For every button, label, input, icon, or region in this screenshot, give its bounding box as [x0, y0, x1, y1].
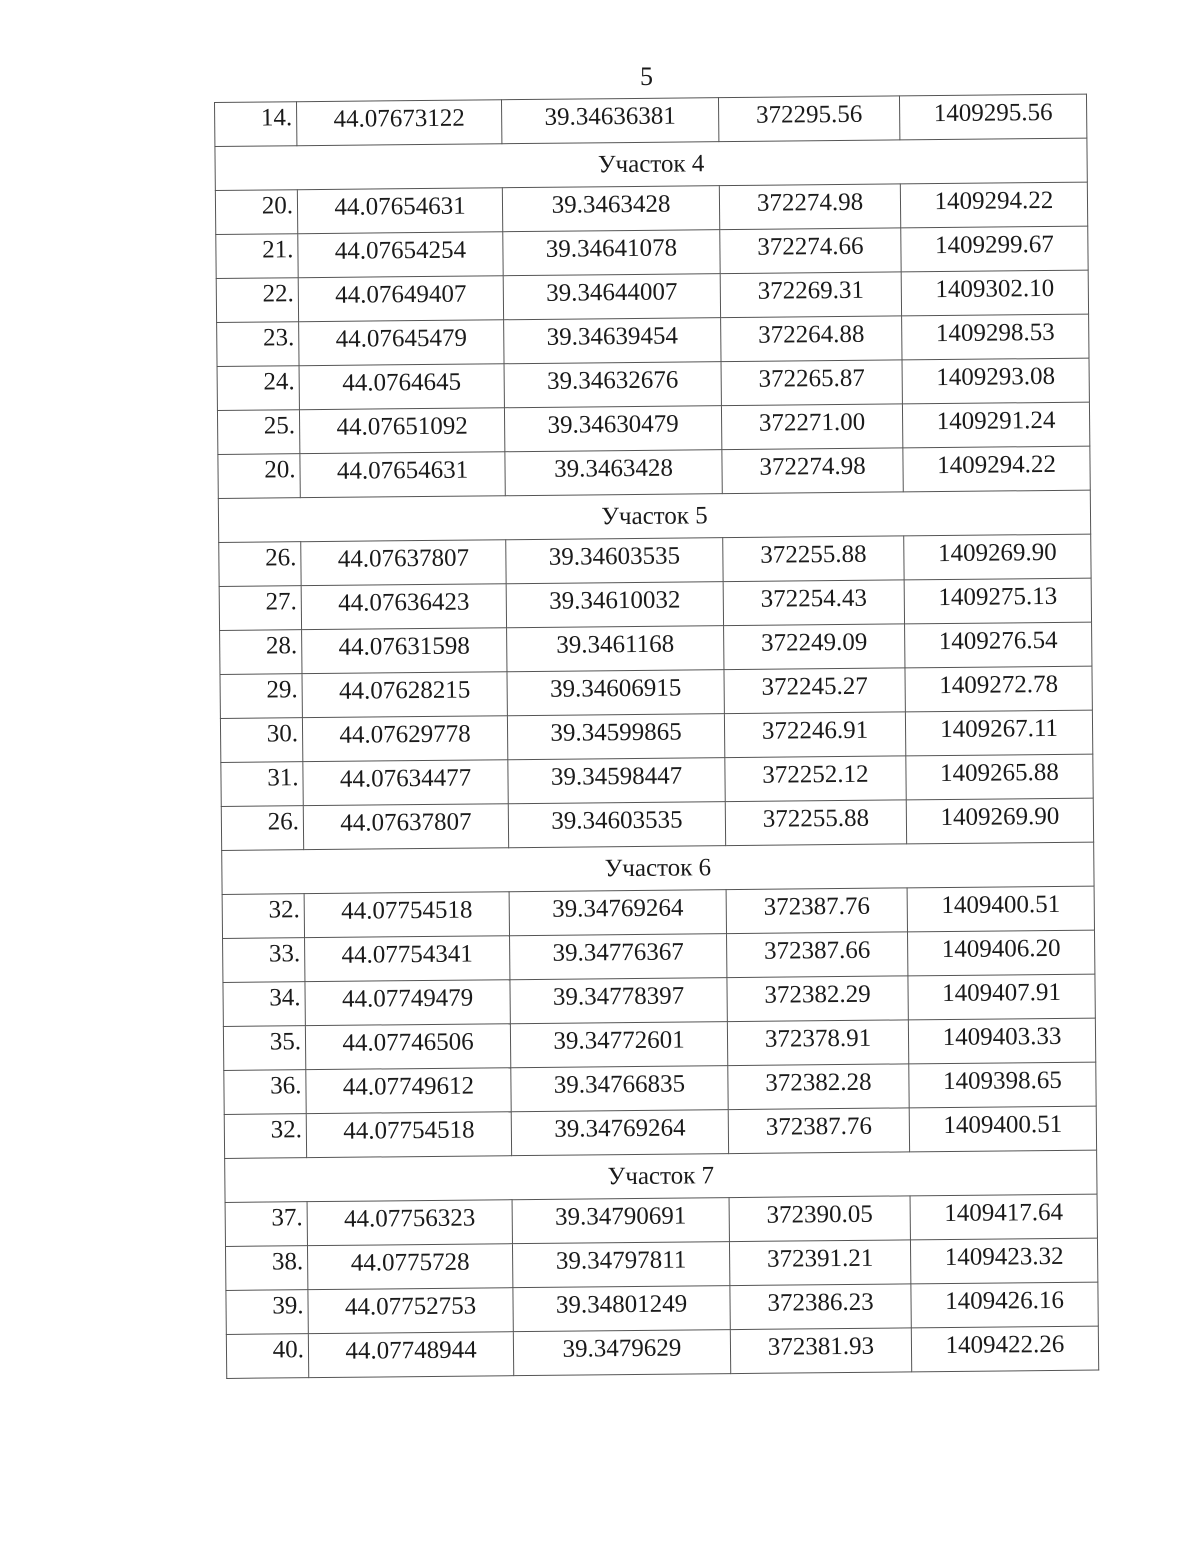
y-coordinate-cell: 1409272.78 — [905, 666, 1092, 712]
y-coordinate-cell: 1409275.13 — [904, 578, 1091, 624]
point-number-cell: 40. — [226, 1334, 308, 1379]
section-title: Участок 6 — [222, 842, 1094, 894]
y-coordinate-cell: 1409403.33 — [908, 1018, 1095, 1064]
y-coordinate-cell: 1409426.16 — [911, 1282, 1098, 1328]
point-number-cell: 32. — [224, 1114, 306, 1159]
point-number-cell: 24. — [217, 366, 299, 411]
point-number-cell: 26. — [221, 806, 303, 851]
x-coordinate-cell: 372381.93 — [730, 1328, 911, 1374]
table-row — [226, 1326, 1098, 1378]
x-coordinate-cell: 372382.28 — [728, 1064, 909, 1110]
y-coordinate-cell: 1409269.90 — [906, 798, 1093, 844]
longitude-cell: 39.3461168 — [507, 626, 724, 672]
y-coordinate-cell: 1409265.88 — [906, 754, 1093, 800]
latitude-cell: 44.07654254 — [298, 232, 503, 278]
x-coordinate-cell: 372254.43 — [723, 580, 904, 626]
y-coordinate-cell: 1409400.51 — [907, 886, 1094, 932]
x-coordinate-cell: 372387.66 — [727, 932, 908, 978]
latitude-cell: 44.07637807 — [301, 540, 506, 586]
y-coordinate-cell: 1409291.24 — [902, 402, 1089, 448]
y-coordinate-cell: 1409276.54 — [905, 622, 1092, 668]
point-number-cell: 28. — [220, 630, 302, 675]
point-number-cell: 36. — [224, 1070, 306, 1115]
latitude-cell: 44.0764645 — [299, 364, 504, 410]
x-coordinate-cell: 372274.98 — [722, 448, 903, 494]
point-number-cell: 34. — [223, 982, 305, 1027]
longitude-cell: 39.34639454 — [504, 318, 721, 364]
point-number-cell: 21. — [216, 234, 298, 279]
latitude-cell: 44.07754341 — [305, 936, 510, 982]
y-coordinate-cell: 1409400.51 — [909, 1106, 1096, 1152]
x-coordinate-cell: 372246.91 — [724, 712, 905, 758]
longitude-cell: 39.34630479 — [504, 406, 721, 452]
point-number-cell: 39. — [226, 1290, 308, 1335]
latitude-cell: 44.07654631 — [297, 188, 502, 234]
x-coordinate-cell: 372271.00 — [721, 404, 902, 450]
longitude-cell: 39.3463428 — [505, 450, 722, 496]
latitude-cell: 44.07754518 — [304, 892, 509, 938]
x-coordinate-cell: 372274.66 — [720, 228, 901, 274]
x-coordinate-cell: 372390.05 — [729, 1196, 910, 1242]
point-number-cell: 25. — [217, 410, 299, 455]
x-coordinate-cell: 372252.12 — [725, 756, 906, 802]
latitude-cell: 44.07749612 — [306, 1068, 511, 1114]
longitude-cell: 39.3463428 — [502, 186, 719, 232]
point-number-cell: 37. — [225, 1202, 307, 1247]
y-coordinate-cell: 1409417.64 — [910, 1194, 1097, 1240]
x-coordinate-cell: 372382.29 — [727, 976, 908, 1022]
latitude-cell: 44.07756323 — [307, 1200, 512, 1246]
y-coordinate-cell: 1409423.32 — [910, 1238, 1097, 1284]
point-number-cell: 32. — [222, 894, 304, 939]
point-number-cell: 23. — [217, 322, 299, 367]
x-coordinate-cell: 372387.76 — [728, 1108, 909, 1154]
x-coordinate-cell: 372255.88 — [723, 536, 904, 582]
latitude-cell: 44.07637807 — [303, 804, 508, 850]
x-coordinate-cell: 372245.27 — [724, 668, 905, 714]
latitude-cell: 44.07636423 — [301, 584, 506, 630]
longitude-cell: 39.34598447 — [508, 758, 725, 804]
longitude-cell: 39.34632676 — [504, 362, 721, 408]
point-number-cell: 20. — [218, 454, 300, 499]
longitude-cell: 39.34790691 — [512, 1198, 729, 1244]
point-number-cell: 29. — [220, 674, 302, 719]
coordinates-table-body — [215, 94, 1099, 1378]
x-coordinate-cell: 372274.98 — [719, 184, 900, 230]
point-number-cell: 26. — [219, 542, 301, 587]
latitude-cell: 44.07631598 — [302, 628, 507, 674]
coordinates-table-wrapper — [214, 94, 1098, 1379]
longitude-cell: 39.34606915 — [507, 670, 724, 716]
latitude-cell: 44.07752753 — [308, 1288, 513, 1334]
longitude-cell: 39.34797811 — [512, 1242, 729, 1288]
x-coordinate-cell: 372255.88 — [725, 800, 906, 846]
section-title: Участок 5 — [218, 490, 1090, 542]
longitude-cell: 39.34769264 — [509, 890, 726, 936]
point-number-cell: 20. — [215, 190, 297, 235]
point-number-cell: 31. — [221, 762, 303, 807]
point-number-cell: 33. — [223, 938, 305, 983]
y-coordinate-cell: 1409302.10 — [901, 270, 1088, 316]
latitude-cell: 44.07749479 — [305, 980, 510, 1026]
longitude-cell: 39.34772601 — [510, 1022, 727, 1068]
y-coordinate-cell: 1409267.11 — [905, 710, 1092, 756]
longitude-cell: 39.3479629 — [513, 1330, 730, 1376]
x-coordinate-cell: 372387.76 — [726, 888, 907, 934]
latitude-cell: 44.07649407 — [298, 276, 503, 322]
y-coordinate-cell: 1409298.53 — [902, 314, 1089, 360]
section-title: Участок 7 — [225, 1150, 1097, 1202]
y-coordinate-cell: 1409422.26 — [911, 1326, 1098, 1372]
x-coordinate-cell: 372386.23 — [730, 1284, 911, 1330]
x-coordinate-cell: 372295.56 — [718, 96, 899, 142]
y-coordinate-cell: 1409299.67 — [901, 226, 1088, 272]
longitude-cell: 39.34636381 — [501, 98, 718, 144]
longitude-cell: 39.34769264 — [511, 1110, 728, 1156]
point-number-cell: 35. — [223, 1026, 305, 1071]
x-coordinate-cell: 372249.09 — [724, 624, 905, 670]
latitude-cell: 44.07654631 — [300, 452, 505, 498]
latitude-cell: 44.07748944 — [308, 1332, 513, 1378]
latitude-cell: 44.07746506 — [305, 1024, 510, 1070]
latitude-cell: 44.07629778 — [302, 716, 507, 762]
latitude-cell: 44.07628215 — [302, 672, 507, 718]
latitude-cell: 44.0775728 — [307, 1244, 512, 1290]
x-coordinate-cell: 372391.21 — [729, 1240, 910, 1286]
longitude-cell: 39.34644007 — [503, 274, 720, 320]
longitude-cell: 39.34603535 — [506, 538, 723, 584]
longitude-cell: 39.34599865 — [507, 714, 724, 760]
y-coordinate-cell: 1409398.65 — [909, 1062, 1096, 1108]
longitude-cell: 39.34801249 — [513, 1286, 730, 1332]
longitude-cell: 39.34641078 — [503, 230, 720, 276]
y-coordinate-cell: 1409295.56 — [899, 94, 1086, 140]
longitude-cell: 39.34610032 — [506, 582, 723, 628]
point-number-cell: 22. — [216, 278, 298, 323]
longitude-cell: 39.34776367 — [510, 934, 727, 980]
y-coordinate-cell: 1409269.90 — [904, 534, 1091, 580]
latitude-cell: 44.07651092 — [299, 408, 504, 454]
y-coordinate-cell: 1409294.22 — [900, 182, 1087, 228]
point-number-cell: 38. — [225, 1246, 307, 1291]
longitude-cell: 39.34778397 — [510, 978, 727, 1024]
latitude-cell: 44.07673122 — [297, 100, 502, 146]
longitude-cell: 39.34603535 — [508, 802, 725, 848]
coordinates-table — [214, 94, 1099, 1379]
x-coordinate-cell: 372269.31 — [720, 272, 901, 318]
x-coordinate-cell: 372265.87 — [721, 360, 902, 406]
page-number: 5 — [640, 62, 653, 91]
y-coordinate-cell: 1409294.22 — [903, 446, 1090, 492]
y-coordinate-cell: 1409406.20 — [907, 930, 1094, 976]
latitude-cell: 44.07634477 — [303, 760, 508, 806]
point-number-cell: 14. — [215, 102, 297, 147]
latitude-cell: 44.07754518 — [306, 1112, 511, 1158]
longitude-cell: 39.34766835 — [511, 1066, 728, 1112]
section-title: Участок 4 — [215, 138, 1087, 190]
point-number-cell: 30. — [220, 718, 302, 763]
latitude-cell: 44.07645479 — [299, 320, 504, 366]
x-coordinate-cell: 372378.91 — [727, 1020, 908, 1066]
y-coordinate-cell: 1409407.91 — [908, 974, 1095, 1020]
point-number-cell: 27. — [219, 586, 301, 631]
x-coordinate-cell: 372264.88 — [721, 316, 902, 362]
y-coordinate-cell: 1409293.08 — [902, 358, 1089, 404]
